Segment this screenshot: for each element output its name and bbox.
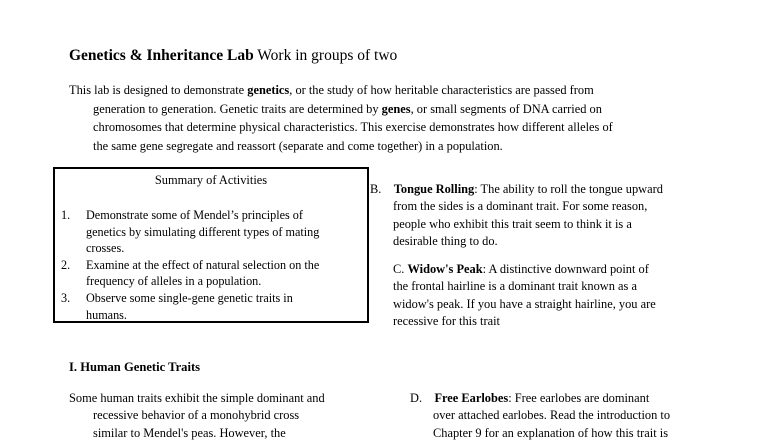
summary-title: Summary of Activities — [154, 173, 268, 187]
summary-item-line: Examine at the effect of natural selection on the — [86, 257, 320, 272]
trait-tongue-rolling — [370, 181, 715, 250]
title-subtitle: Work in groups of two — [253, 47, 398, 64]
summary-item-line: frequency of alleles in a population. — [86, 274, 262, 289]
paragraph-line: similar to Mendel's peas. However, the — [93, 425, 286, 440]
intro-paragraph — [69, 81, 709, 155]
summary-item — [61, 207, 361, 257]
title-bold: Genetics & Inheritance Lab — [69, 47, 254, 64]
trait-line — [410, 390, 730, 407]
intro-line-3: chromosomes that determine physical characteristics. This exercise demonstrates how different alleles of — [93, 120, 613, 135]
trait-label: C. — [393, 262, 408, 276]
trait-line: from the sides is a dominant trait. For some reason, — [393, 199, 648, 214]
summary-item — [61, 257, 361, 290]
trait-line: people who exhibit this trait seem to think it is a — [393, 216, 632, 231]
summary-item-line: genetics by simulating different types of mating — [86, 224, 320, 239]
trait-text: : A distinctive downward point of — [482, 262, 649, 276]
intro-line-2 — [69, 100, 709, 119]
trait-title: Widow's Peak — [407, 262, 483, 276]
trait-title: Tongue Rolling — [393, 182, 475, 196]
intro-text: , or the study of how heritable characteristics are passed from — [289, 83, 594, 97]
paragraph-line: recessive behavior of a monohybrid cross — [93, 408, 300, 423]
summary-box — [53, 167, 369, 323]
paragraph-line: Some human traits exhibit the simple dominant and — [69, 391, 325, 405]
summary-item-number: 3. — [61, 290, 71, 305]
intro-text: , or small segments of DNA carried on — [410, 101, 602, 116]
term-genes: genes — [381, 101, 411, 116]
human-traits-paragraph — [69, 390, 389, 442]
summary-item-number: 1. — [61, 208, 71, 222]
trait-line — [370, 261, 715, 278]
trait-widows-peak — [370, 261, 715, 330]
trait-label: D. — [410, 391, 423, 405]
summary-item-number: 2. — [61, 257, 71, 272]
trait-label: B. — [370, 182, 382, 196]
summary-item-line: humans. — [86, 307, 127, 322]
term-genetics: genetics — [247, 83, 290, 97]
summary-item-line: Demonstrate some of Mendel’s principles of — [86, 208, 303, 222]
trait-title: Free Earlobes — [434, 391, 509, 405]
intro-text: This lab is designed to demonstrate — [69, 83, 248, 97]
trait-line: widow's peak. If you have a straight hairline, you are — [393, 296, 656, 311]
intro-line-1 — [69, 81, 709, 100]
trait-text: : Free earlobes are dominant — [508, 391, 650, 405]
page-title — [69, 47, 397, 65]
intro-line-4: the same gene segregate and reassort (separate and come together) in a population. — [93, 138, 503, 153]
trait-line: over attached earlobes. Read the introduction to — [433, 408, 671, 423]
trait-line: Chapter 9 for an explanation of how this trait is — [433, 425, 669, 440]
trait-line — [370, 181, 715, 198]
trait-line: desirable thing to do. — [393, 233, 498, 248]
summary-item-line: Observe some single-gene genetic traits in — [86, 290, 293, 305]
trait-line: recessive for this trait — [393, 313, 501, 328]
section-heading: I. Human Genetic Traits — [69, 360, 201, 374]
trait-line: the frontal hairline is a dominant trait known as a — [393, 279, 637, 294]
trait-text: : The ability to roll the tongue upward — [474, 182, 663, 196]
summary-item-line: crosses. — [86, 241, 125, 256]
summary-item — [61, 290, 361, 323]
intro-text: generation to generation. Genetic traits are determined by — [93, 101, 382, 116]
summary-list — [61, 207, 361, 323]
trait-free-earlobes — [410, 390, 730, 442]
